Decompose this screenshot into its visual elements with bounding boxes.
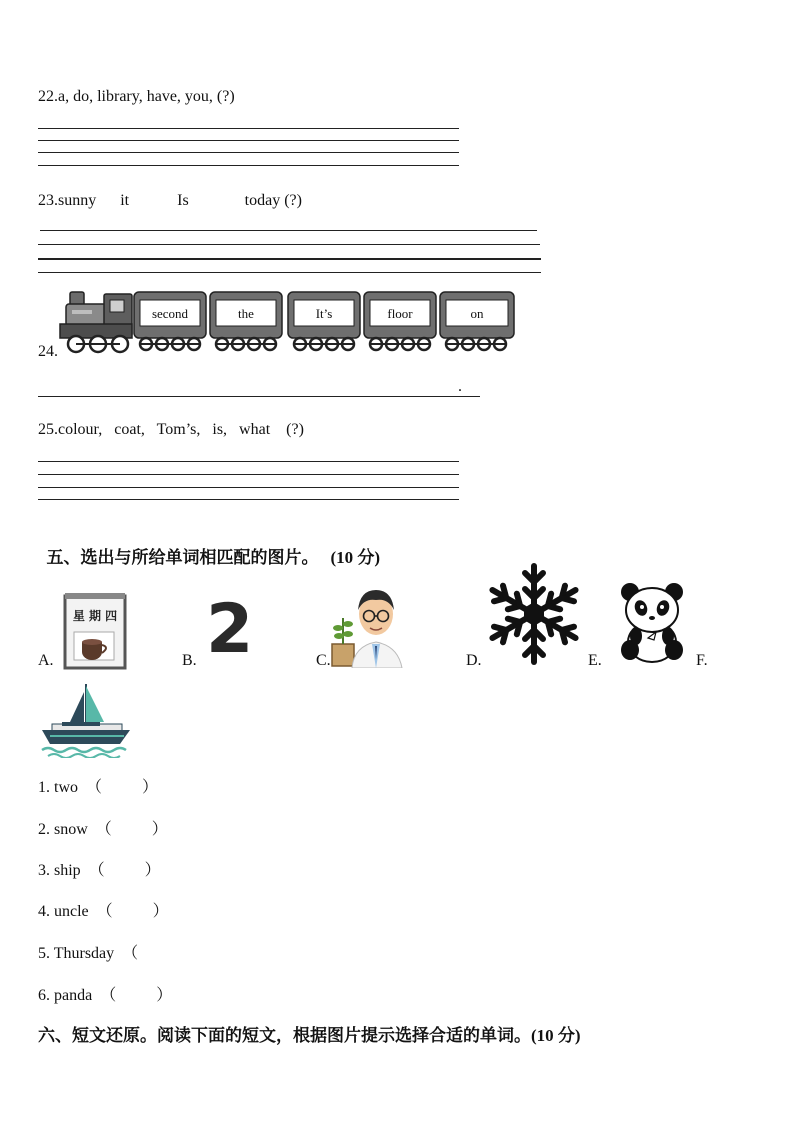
item-snow[interactable]: 2. snow （ ） — [38, 821, 168, 838]
answer-line[interactable] — [38, 152, 459, 153]
answer-line[interactable] — [38, 128, 459, 129]
option-b-label: B. — [182, 652, 197, 669]
train-word: floor — [387, 306, 413, 321]
item-uncle[interactable]: 4. uncle （ ） — [38, 903, 169, 920]
answer-line[interactable] — [38, 474, 459, 475]
answer-line[interactable] — [38, 499, 459, 500]
train-car-4 — [364, 292, 436, 350]
answer-line[interactable] — [38, 272, 541, 273]
option-d-label: D. — [466, 652, 482, 669]
question-25-prompt: 25.colour, coat, Tom’s, is, what (?) — [38, 421, 304, 438]
option-c-label: C. — [316, 652, 331, 669]
item-two[interactable]: 1. two （ ） — [38, 779, 159, 796]
question-23-prompt: 23.sunny it Is today (?) — [38, 192, 302, 209]
number-two-icon: 2 — [206, 590, 254, 669]
answer-line[interactable] — [38, 140, 459, 141]
item-panda[interactable]: 6. panda （ ） — [38, 987, 173, 1004]
train-car-1 — [134, 292, 206, 350]
question-22-prompt: 22.a, do, library, have, you, (?) — [38, 88, 235, 105]
panda-icon — [616, 580, 688, 664]
locomotive-icon — [60, 292, 132, 352]
train-word: on — [470, 306, 484, 321]
train-car-2 — [210, 292, 282, 350]
train-car-3 — [288, 292, 360, 350]
ship-icon — [38, 682, 132, 758]
section-5-title — [38, 523, 380, 568]
answer-line[interactable] — [40, 230, 537, 231]
doctor-uncle-icon — [330, 584, 412, 668]
calendar-thursday-icon — [62, 590, 128, 670]
answer-line[interactable] — [38, 487, 459, 488]
calendar-text: 星 期 四 — [72, 609, 118, 623]
snowflake-icon — [484, 558, 584, 670]
item-ship[interactable]: 3. ship （ ） — [38, 862, 161, 879]
train-illustration — [58, 286, 520, 358]
q24-answer-line[interactable] — [38, 396, 480, 397]
option-e-label: E. — [588, 652, 602, 669]
section-5-title-text: 五、选出与所给单词相匹配的图片。 — [46, 548, 319, 567]
question-24-number: 24. — [38, 343, 58, 360]
section-6-title: 六、短文还原。阅读下面的短文，根据图片提示选择合适的单词。(10 分) — [38, 1026, 581, 1045]
answer-line[interactable] — [38, 244, 540, 245]
item-thursday[interactable]: 5. Thursday （ — [38, 945, 139, 962]
train-word: second — [151, 306, 189, 321]
option-a-label: A. — [38, 652, 54, 669]
answer-line[interactable] — [38, 461, 459, 462]
train-word: the — [238, 306, 254, 321]
answer-line[interactable] — [38, 258, 541, 260]
answer-line[interactable] — [38, 165, 459, 166]
section-5-points: (10 分) — [330, 548, 381, 567]
train-car-5 — [440, 292, 514, 350]
option-f-label: F. — [696, 652, 708, 669]
q24-end-mark: . — [458, 378, 462, 395]
train-word: It’s — [315, 306, 333, 321]
